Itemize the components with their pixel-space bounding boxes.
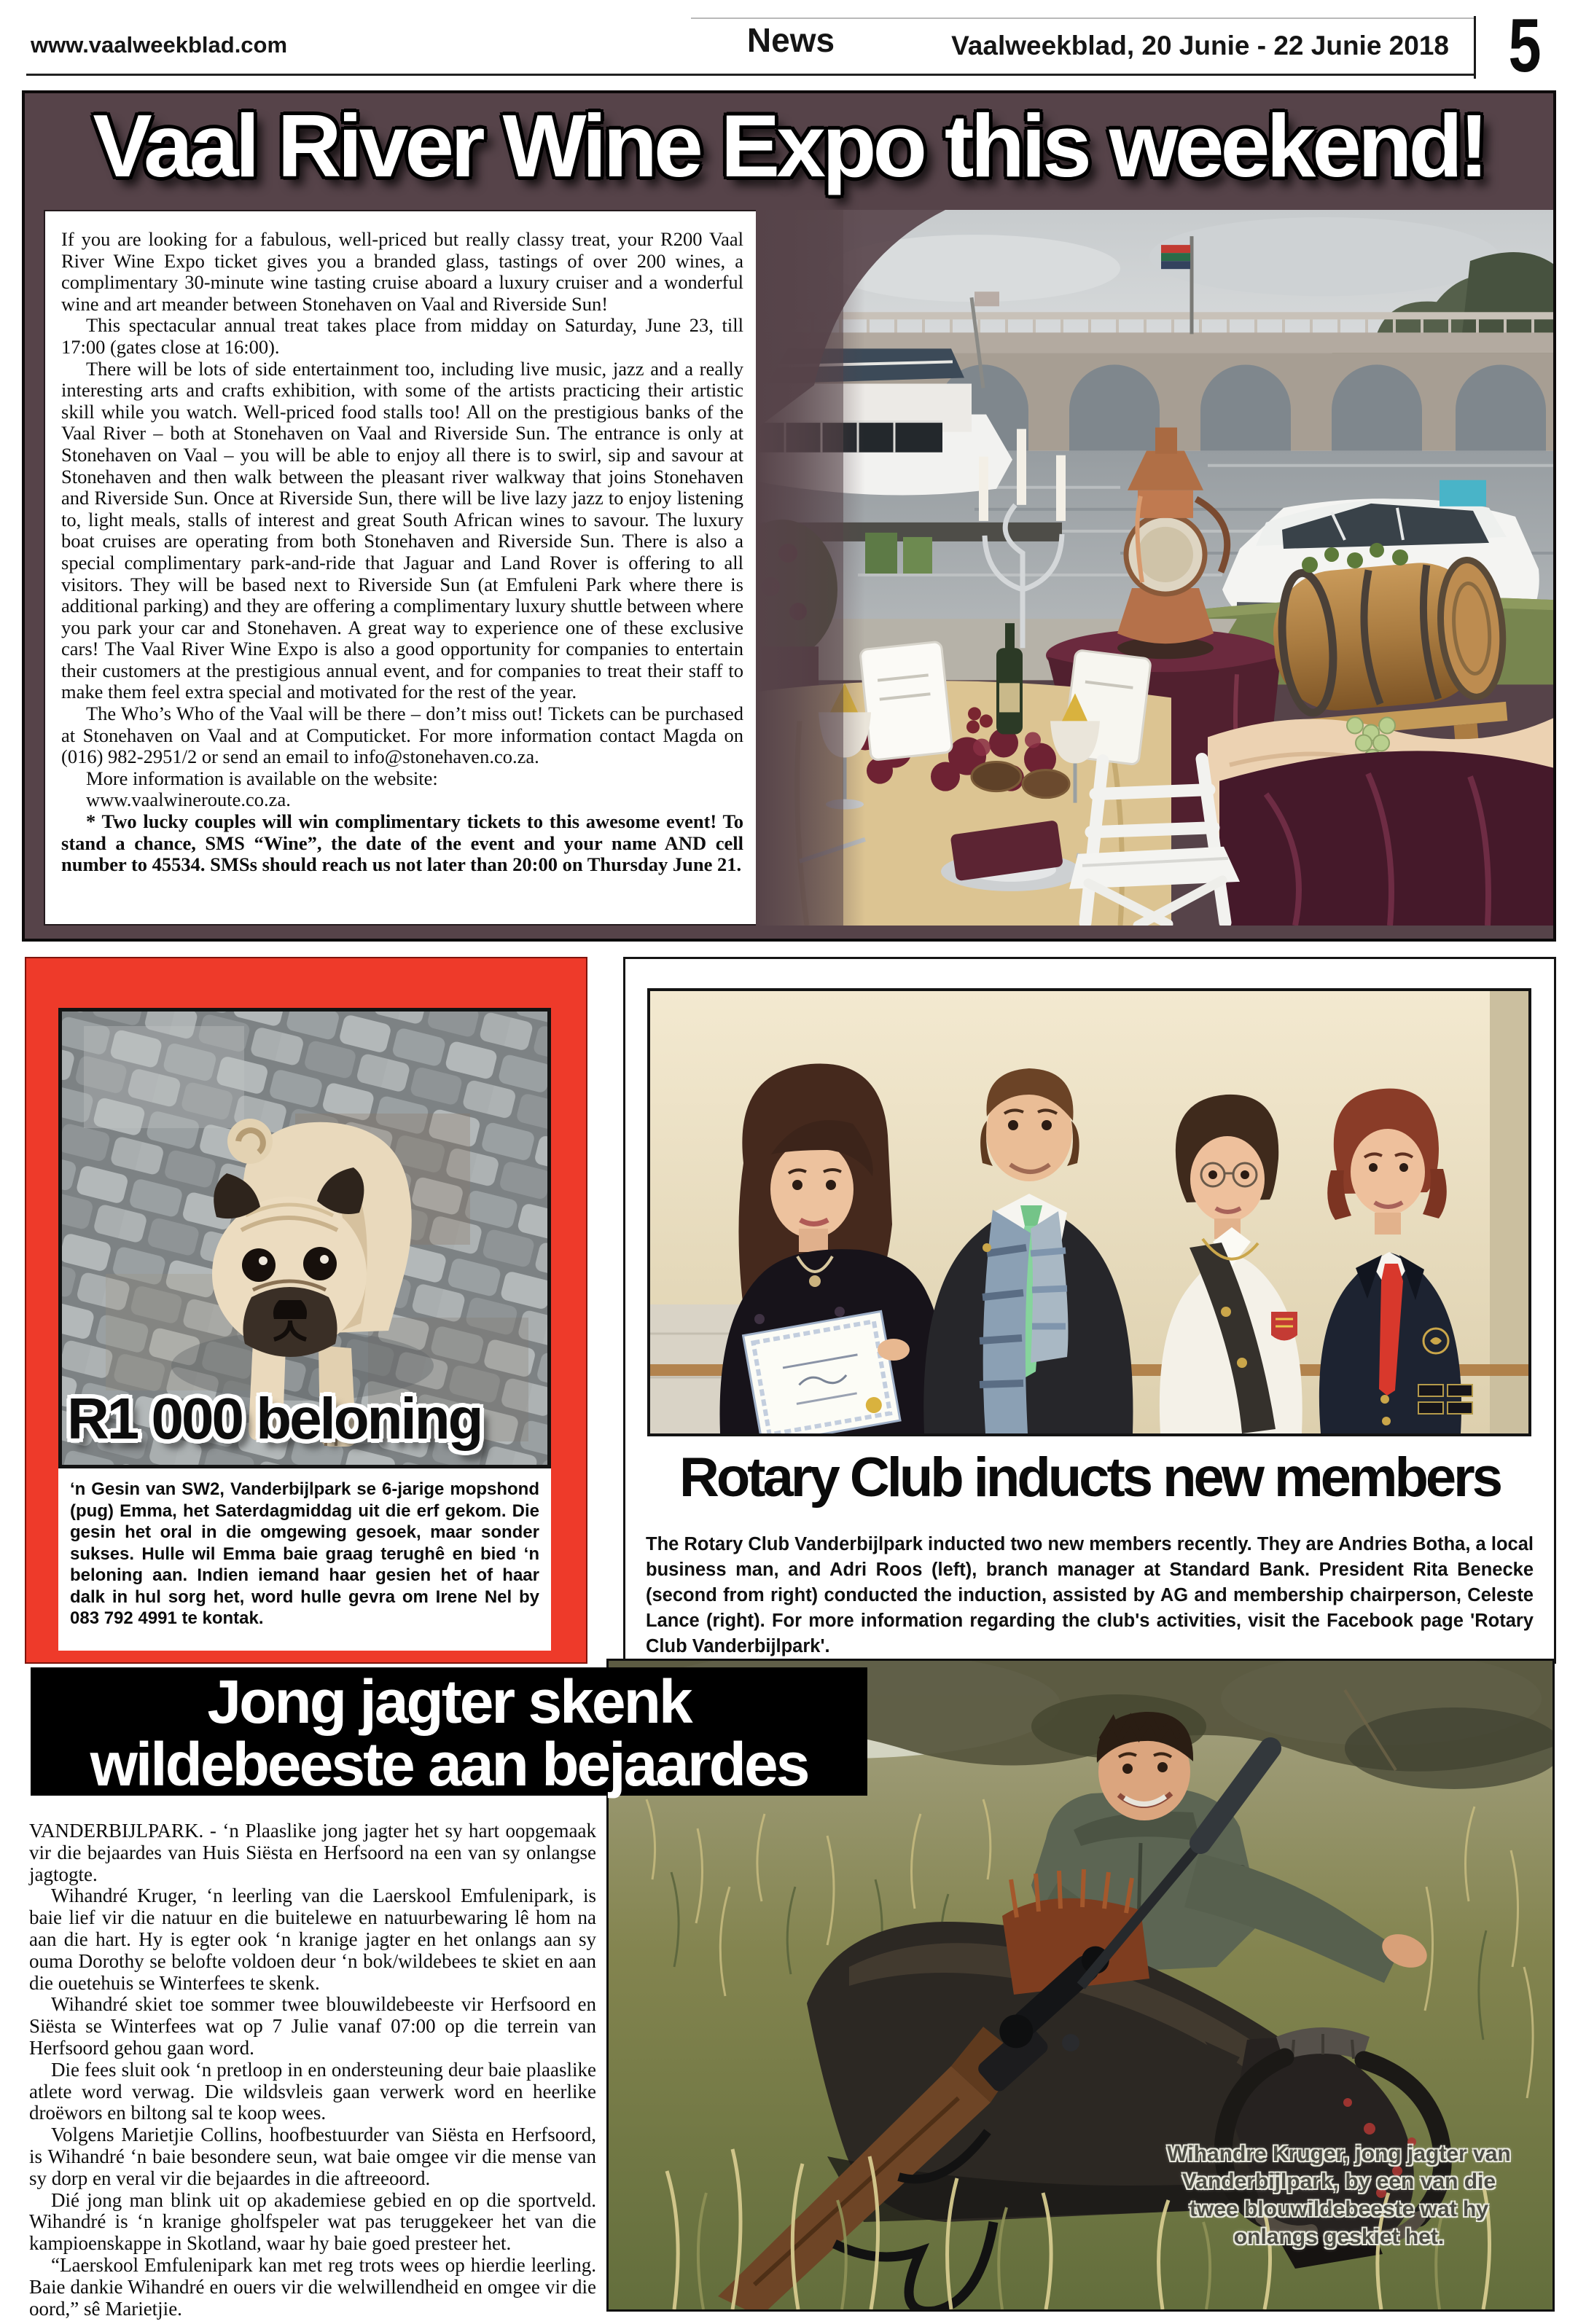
paragraph: “Laerskool Emfulenipark kan met reg trots wees op hierdie leerling. Baie dankie Wihandré en ouers vir die welwillendheid en omgee vir die oord,” sê Marietjie. bbox=[29, 2253, 596, 2320]
paragraph: More information is available on the website: bbox=[86, 767, 438, 789]
wine-expo-headline: Vaal River Wine Expo this weekend! bbox=[93, 96, 1485, 195]
paragraph: www.vaalwineroute.co.za. bbox=[86, 789, 291, 811]
header-top-rule bbox=[691, 17, 1475, 19]
paragraph: If you are looking for a fabulous, well-priced but really classy treat, your R200 Vaal River Wine Expo ticket gives you a branded glass, tastings of over 200 wines, a complimentary 30-minute wine tasting cruise aboard a luxury cruiser and a wonderful wine and art meander between Stonehaven on Vaal and Riverside Sun! bbox=[61, 228, 743, 315]
hunter-headline-line1: Jong jagter skenk bbox=[207, 1667, 691, 1736]
paragraph: VANDERBIJLPARK. - ‘n Plaaslike jong jagter het sy hart oopgemaak vir die bejaardes van Huis Siësta en Herfsoord na een van sy onlangse jagtogte. bbox=[29, 1820, 596, 1885]
paragraph: Die fees sluit ook ‘n pretloop in en ondersteuning deur baie plaaslike atlete word verwag. Die wildsvleis gaan verwerk word en heerlike droëwors en biltong sal te koop wees. bbox=[29, 2058, 596, 2124]
reward-headline: R1 000 beloning bbox=[67, 1386, 482, 1451]
hunter-headline-banner bbox=[31, 1667, 867, 1799]
paragraph: Dié jong man blink uit op akademiese gebied en op die sportveld. Wihandré is ‘n kranige gholfspeler wat pas teruggekeer het van die kampioenskappe in Skotland, waar hy baie goed presteer het. bbox=[29, 2188, 596, 2255]
reward-body: ‘n Gesin van SW2, Vanderbijlpark se 6-jarige mopshond (pug) Emma, het Saterdagmiddag uit die erf gekom. Die gesin het oral in die omgewing gesoek, maar sonder sukses. Hulle wil Emma baie graag terughê en bied ‘n beloning aan. Indien iemand haar gesien het of haar dalk in hul sorg het, word hulle gevra om Irene Nel by 083 792 4991 te kontak. bbox=[58, 1468, 551, 1651]
paragraph: The Who’s Who of the Vaal will be there – don’t miss out! Tickets can be purchased at Stonehaven on Vaal and at Computicket. For more information contact Magda on (016) 982-2951/2 or send an email to info@stonehaven.co.za. bbox=[61, 703, 743, 768]
site-url: www.vaalweekblad.com bbox=[31, 32, 288, 58]
paragraph: Wihandré Kruger, ‘n leerling van die Laerskool Emfulenipark, is baie lief vir die natuur en die buitelewe en natuurbewaring lê hom na aan die hart. Hy is egter ook ‘n kranige jagter en het onlangs aan sy ouma Dorothy se belofte voldoen deur ‘n bok/wildebees te skiet en aan die ouetehuis se Winterfees te skenk. bbox=[29, 1885, 596, 1994]
reward-notice bbox=[25, 957, 587, 1664]
wine-expo-article bbox=[22, 90, 1556, 942]
rotary-photo bbox=[647, 988, 1531, 1436]
paragraph: Wihandré skiet toe sommer twee blouwildebeeste vir Herfsoord en Siësta se Winterfees wat op 7 Julie vanaf 07:00 op die terrein van Herfsoord gehou gaan word. bbox=[29, 1993, 596, 2059]
rotary-caption: The Rotary Club Vanderbijlpark inducted two new members recently. They are Andries Botha, a local business man, and Adri Roos (left), branch manager at Standard Bank. President Rita Benecke (second from right) conducted the induction, assisted by AG and membership chairperson, Celeste Lance (right). For more information regarding the club's activities, visit the Facebook page 'Rotary Club Vanderbijlpark'. bbox=[646, 1534, 1534, 1656]
paragraph: Volgens Marietjie Collins, hoofbestuurder van Siësta en Herfsoord, is Wihandré ‘n baie besondere seun, wat baie omgee vir die mense van sy dorp en veral vir die bejaardes in die aftreeoord. bbox=[29, 2124, 596, 2189]
wine-expo-paragraphs bbox=[61, 229, 743, 811]
rotary-article bbox=[623, 957, 1556, 1664]
hunter-headline-line2: wildebeeste aan bejaardes bbox=[90, 1730, 808, 1799]
paragraph: This spectacular annual treat takes place from midday on Saturday, June 23, till 17:00 (gates close at 16:00). bbox=[61, 314, 743, 358]
header-rule bbox=[26, 74, 1474, 76]
rotary-headline: Rotary Club inducts new members bbox=[679, 1447, 1501, 1509]
rotary-members-illustration bbox=[650, 991, 1528, 1433]
wine-expo-bold-note: * Two lucky couples will win complimentary tickets to this awesome event! To stand a chance, SMS “Wine”, the date of the event and your name AND cell number to 45534. SMSs should reach us not later than 20:00 on Thursday June 21. bbox=[61, 810, 743, 876]
page-number: 5 bbox=[1508, 4, 1542, 88]
hunter-article-body bbox=[29, 1820, 596, 2320]
wine-expo-photo bbox=[756, 210, 1553, 926]
riverside-scene-illustration bbox=[756, 210, 1553, 926]
paragraph: There will be lots of side entertainment too, including live music, jazz and a really interesting arts and crafts exhibition, with some of the artists practicing their artistic skill while you watch. Well-priced food stalls too! All on the prestigious banks of the Vaal River – both at Stonehaven on Vaal and Riverside Sun. The entrance is only at Stonehaven on Vaal – you will be able to enjoy all there is to swirl, sip and savour at Stonehaven and then walk between the pleasant river walkway that joins Stonehaven and Riverside Sun. Once at Riverside Sun, there will be live lazy jazz to enjoy listening to, light meals, stalls of interest and great South African wines to savour. The luxury boat cruises are operating from both Stonehaven and Riverside Sun. There is also a special complimentary park-and-ride that Jaguar and Land Rover is offering to all visitors. They will be based next to Riverside Sun (at Emfuleni Park where there is additional parking) and they are offering a complimentary luxury shuttle between where you park your car and Stonehaven. A great way to experience one of these exclusive cars! The Vaal River Wine Expo is also a good opportunity for companies to entertain their customers at the prestigious annual event, and for companies to treat their staff to make them feel extra special and motivated for the rest of the year. bbox=[61, 357, 743, 703]
wildebeest-photo-caption: Wihandre Kruger, jong jagter van Vanderbijlpark, by een van die twee blouwildebeeste wat hy onlangs geskiet het. bbox=[1167, 2142, 1511, 2249]
photo-left-fade bbox=[756, 210, 865, 926]
header-vertical-rule bbox=[1474, 16, 1476, 79]
edition-date: Vaalweekblad, 20 Junie - 22 Junie 2018 bbox=[951, 31, 1449, 60]
section-title: News bbox=[746, 21, 835, 59]
wine-expo-body bbox=[44, 210, 759, 926]
